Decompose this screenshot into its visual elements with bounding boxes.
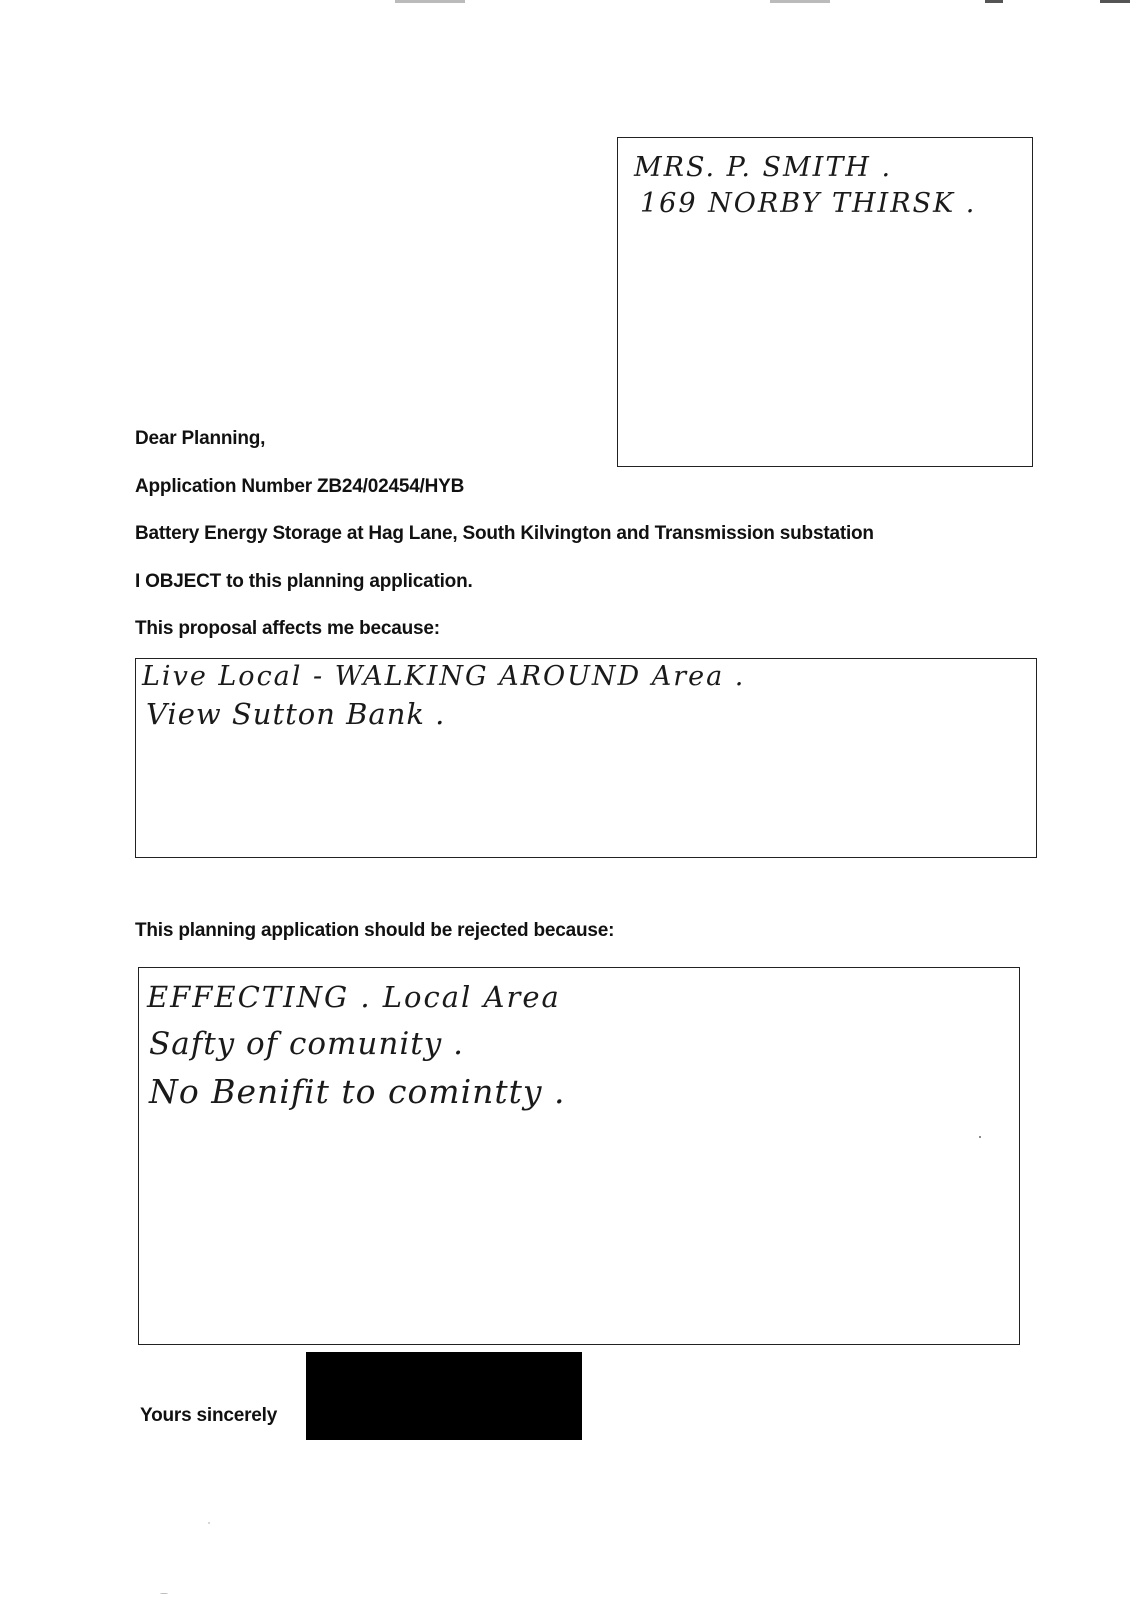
rejected-box	[138, 967, 1020, 1345]
affects-line-1: Live Local - WALKING AROUND Area .	[142, 661, 746, 692]
scan-mark	[395, 0, 465, 3]
subject-line: Battery Energy Storage at Hag Lane, South Kilvington and Transmission substation	[135, 523, 874, 544]
scan-speck	[979, 1136, 981, 1138]
address-line-street: 169 NORBY THIRSK .	[640, 188, 977, 219]
affects-heading: This proposal affects me because:	[135, 618, 440, 639]
rejected-line-2: Safty of comunity .	[149, 1026, 464, 1062]
affects-line-2: View Sutton Bank .	[146, 697, 446, 731]
rejected-line-3: No Benifit to comintty .	[149, 1072, 566, 1111]
scan-mark	[1100, 0, 1130, 3]
address-box	[617, 137, 1033, 467]
affects-box	[135, 658, 1037, 858]
scan-mark	[770, 0, 830, 3]
scan-speck	[208, 1522, 210, 1524]
rejected-line-1: EFFECTING . Local Area	[147, 980, 561, 1014]
scan-speck	[160, 1593, 168, 1594]
application-number: Application Number ZB24/02454/HYB	[135, 476, 465, 497]
rejected-heading: This planning application should be rejected because:	[135, 920, 615, 941]
objection-statement: I OBJECT to this planning application.	[135, 571, 473, 592]
scan-mark	[985, 0, 1003, 3]
salutation: Dear Planning,	[135, 428, 266, 449]
signature-redaction	[306, 1352, 582, 1440]
address-line-name: MRS. P. SMITH .	[634, 152, 893, 183]
closing: Yours sincerely	[140, 1405, 278, 1426]
